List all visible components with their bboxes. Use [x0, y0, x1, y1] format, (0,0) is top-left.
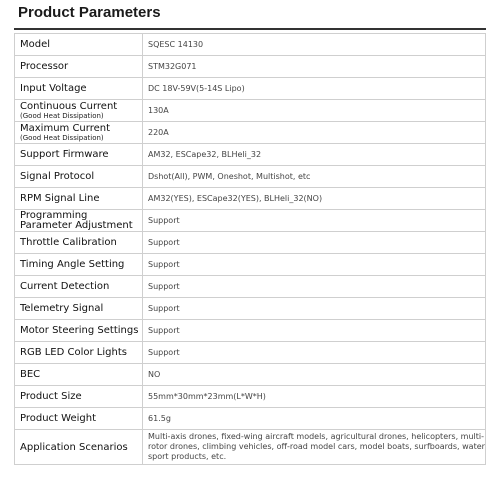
row-value: Dshot(All), PWM, Oneshot, Multishot, etc	[143, 166, 486, 188]
row-label: Throttle Calibration	[15, 232, 143, 254]
row-value: AM32(YES), ESCape32(YES), BLHeli_32(NO)	[143, 188, 486, 210]
table-row-input-voltage	[15, 78, 486, 100]
row-value: Support	[143, 298, 486, 320]
row-value: 130A	[143, 100, 486, 122]
row-label: BEC	[15, 364, 143, 386]
table-row-motor-steering-settings	[15, 320, 486, 342]
row-label: Timing Angle Setting	[15, 254, 143, 276]
row-label: Current Detection	[15, 276, 143, 298]
row-value: 220A	[143, 122, 486, 144]
table-row-model	[15, 34, 486, 56]
row-label: Product Size	[15, 386, 143, 408]
row-label-line1: Programming	[20, 209, 88, 221]
row-value: 55mm*30mm*23mm(L*W*H)	[143, 386, 486, 408]
table-row-programming-parameter-adjustment	[15, 210, 486, 232]
title-divider	[14, 28, 486, 30]
table-row-current-detection	[15, 276, 486, 298]
table-row-rgb-led-color-lights	[15, 342, 486, 364]
row-label: RGB LED Color Lights	[15, 342, 143, 364]
table-row-product-weight	[15, 408, 486, 430]
row-value: Support	[143, 254, 486, 276]
row-label: RPM Signal Line	[15, 188, 143, 210]
row-label-note: (Good Heat Dissipation)	[20, 133, 104, 142]
table-row-rpm-signal-line	[15, 188, 486, 210]
row-label: Motor Steering Settings	[15, 320, 143, 342]
row-label: Application Scenarios	[15, 430, 143, 465]
page-title: Product Parameters	[18, 4, 161, 21]
table-row-throttle-calibration	[15, 232, 486, 254]
row-value: Support	[143, 342, 486, 364]
row-value: AM32, ESCape32, BLHeli_32	[143, 144, 486, 166]
row-value: Support	[143, 320, 486, 342]
row-label-cell	[15, 100, 143, 122]
table-row-support-firmware	[15, 144, 486, 166]
table-row-telemetry-signal	[15, 298, 486, 320]
table-row-product-size	[15, 386, 486, 408]
row-value: Support	[143, 232, 486, 254]
table-row-application-scenarios	[15, 430, 486, 465]
table-row-processor	[15, 56, 486, 78]
row-value: STM32G071	[143, 56, 486, 78]
row-value: NO	[143, 364, 486, 386]
row-label: Support Firmware	[15, 144, 143, 166]
row-label-note: (Good Heat Dissipation)	[20, 111, 104, 120]
row-label-cell	[15, 210, 143, 232]
table-row-maximum-current	[15, 122, 486, 144]
row-value: DC 18V-59V(5-14S Lipo)	[143, 78, 486, 100]
row-value: Support	[143, 210, 486, 232]
row-value: 61.5g	[143, 408, 486, 430]
row-label: Model	[15, 34, 143, 56]
row-value: Multi-axis drones, fixed-wing aircraft models, agricultural drones, helicopters, multi-rotor drones, climbing vehicles, off-road model cars, model boats, surfboards, water sport products, etc.	[143, 430, 486, 465]
table-row-timing-angle-setting	[15, 254, 486, 276]
row-label: Continuous Current	[20, 100, 118, 112]
row-value: Support	[143, 276, 486, 298]
row-label-line2: Parameter Adjustment	[20, 219, 133, 231]
table-row-continuous-current	[15, 100, 486, 122]
row-value: SQESC 14130	[143, 34, 486, 56]
row-label: Maximum Current	[20, 122, 111, 134]
table-row-bec	[15, 364, 486, 386]
parameters-table	[14, 33, 486, 465]
row-label: Processor	[15, 56, 143, 78]
row-label: Telemetry Signal	[15, 298, 143, 320]
row-label: Signal Protocol	[15, 166, 143, 188]
table-row-signal-protocol	[15, 166, 486, 188]
row-label: Input Voltage	[15, 78, 143, 100]
row-label-cell	[15, 122, 143, 144]
row-label: Product Weight	[15, 408, 143, 430]
